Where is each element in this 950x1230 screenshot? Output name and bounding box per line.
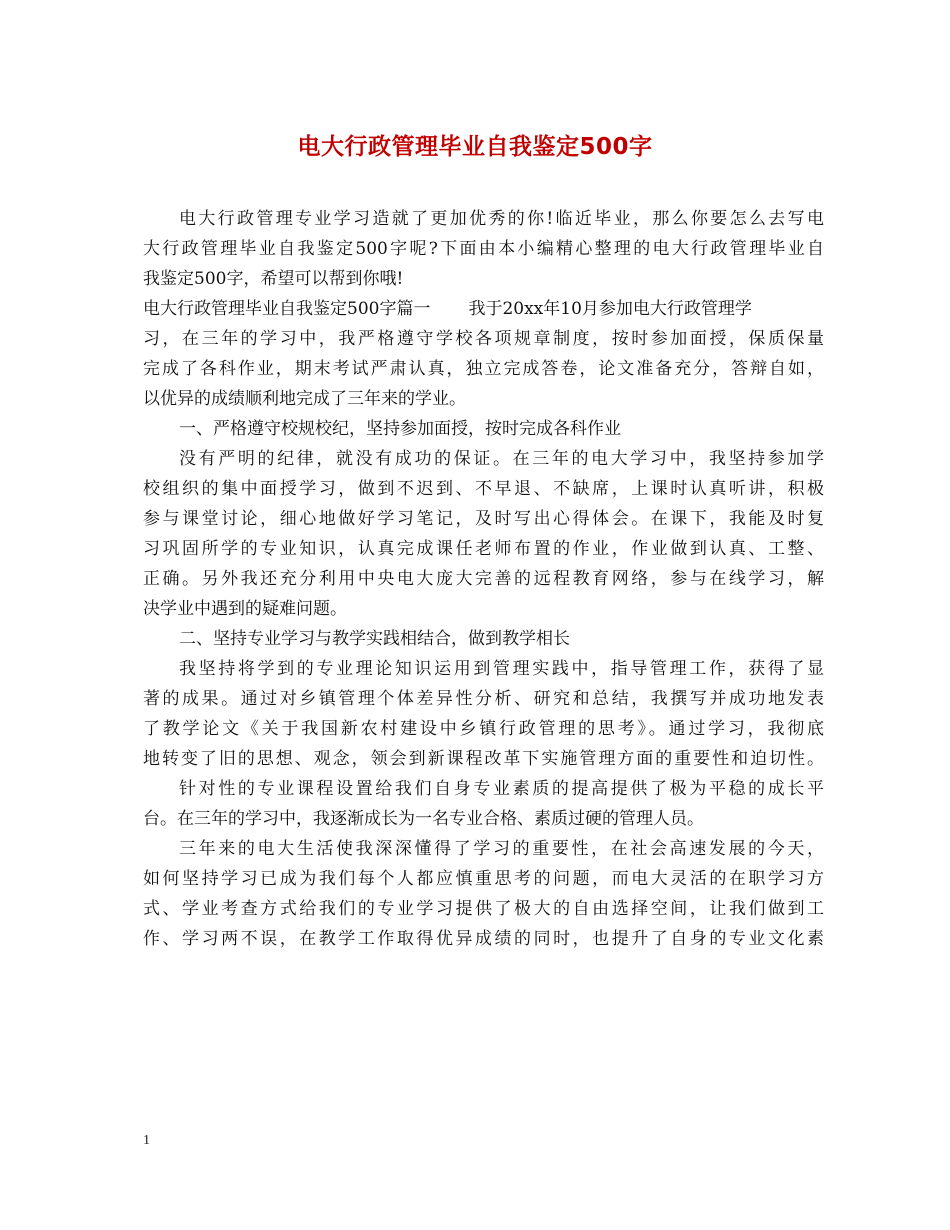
section-heading: 二、坚持专业学习与教学实践相结合，做到教学相长 (179, 629, 570, 649)
section-heading-inline: 电大行政管理毕业自我鉴定500字篇一 (143, 299, 431, 319)
paragraph-line: 针对性的专业课程设置给我们自身专业素质的提高提供了极为平稳的成长平 (179, 779, 824, 799)
paragraph-line: 电大行政管理专业学习造就了更加优秀的你!临近毕业，那么你要怎么去写电 (179, 209, 824, 229)
paragraph-line: 校组织的集中面授学习，做到不迟到、不早退、不缺席，上课时认真听讲，积极 (143, 479, 824, 499)
paragraph-line: 式、学业考查方式给我们的专业学习提供了极大的自由选择空间，让我们做到工 (143, 899, 824, 919)
paragraph-line: 著的成果。通过对乡镇管理个体差异性分析、研究和总结，我撰写并成功地发表 (143, 689, 824, 709)
paragraph-line: 如何坚持学习已成为我们每个人都应慎重思考的问题，而电大灵活的在职学习方 (143, 869, 824, 889)
paragraph-line: 完成了各科作业，期末考试严肃认真，独立完成答卷，论文准备充分，答辩自如， (143, 359, 824, 379)
document-title: 电大行政管理毕业自我鉴定500字 (297, 134, 653, 160)
paragraph-line: 习，在三年的学习中，我严格遵守学校各项规章制度，按时参加面授，保质保量 (143, 329, 824, 349)
paragraph-line: 习巩固所学的专业知识，认真完成课任老师布置的作业，作业做到认真、工整、 (143, 539, 824, 559)
paragraph-line: 以优异的成绩顺利地完成了三年来的学业。 (143, 389, 466, 409)
paragraph-line: 地转变了旧的思想、观念，领会到新课程改革下实施管理方面的重要性和迫切性。 (143, 749, 824, 769)
document-body (143, 204, 824, 954)
paragraph-line: 作、学习两不误，在教学工作取得优异成绩的同时，也提升了自身的专业文化素 (143, 929, 824, 949)
paragraph-line (143, 294, 824, 324)
paragraph-line: 没有严明的纪律，就没有成功的保证。在三年的电大学习中，我坚持参加学 (179, 449, 824, 469)
paragraph-line: 决学业中遇到的疑难问题。 (143, 599, 347, 619)
section-heading: 一、严格遵守校规校纪，坚持参加面授，按时完成各科作业 (179, 419, 621, 439)
paragraph-line: 三年来的电大生活使我深深懂得了学习的重要性，在社会高速发展的今天， (179, 839, 824, 859)
paragraph-line: 正确。另外我还充分利用中央电大庞大完善的远程教育网络，参与在线学习，解 (143, 569, 824, 589)
paragraph-line: 台。在三年的学习中，我逐渐成长为一名专业合格、素质过硬的管理人员。 (143, 809, 704, 829)
page-number: 1 (143, 1133, 150, 1148)
paragraph-line: 我坚持将学到的专业理论知识运用到管理实践中，指导管理工作，获得了显 (179, 659, 824, 679)
paragraph-line: 参与课堂讨论，细心地做好学习笔记，及时写出心得体会。在课下，我能及时复 (143, 509, 824, 529)
paragraph-text-inline: 我于20xx年10月参加电大行政管理学 (468, 299, 752, 319)
paragraph-line: 了教学论文《关于我国新农村建设中乡镇行政管理的思考》。通过学习，我彻底 (143, 719, 824, 739)
paragraph-line: 我鉴定500字，希望可以帮到你哦! (143, 269, 404, 289)
paragraph-line: 大行政管理毕业自我鉴定500字呢?下面由本小编精心整理的电大行政管理毕业自 (143, 239, 824, 259)
